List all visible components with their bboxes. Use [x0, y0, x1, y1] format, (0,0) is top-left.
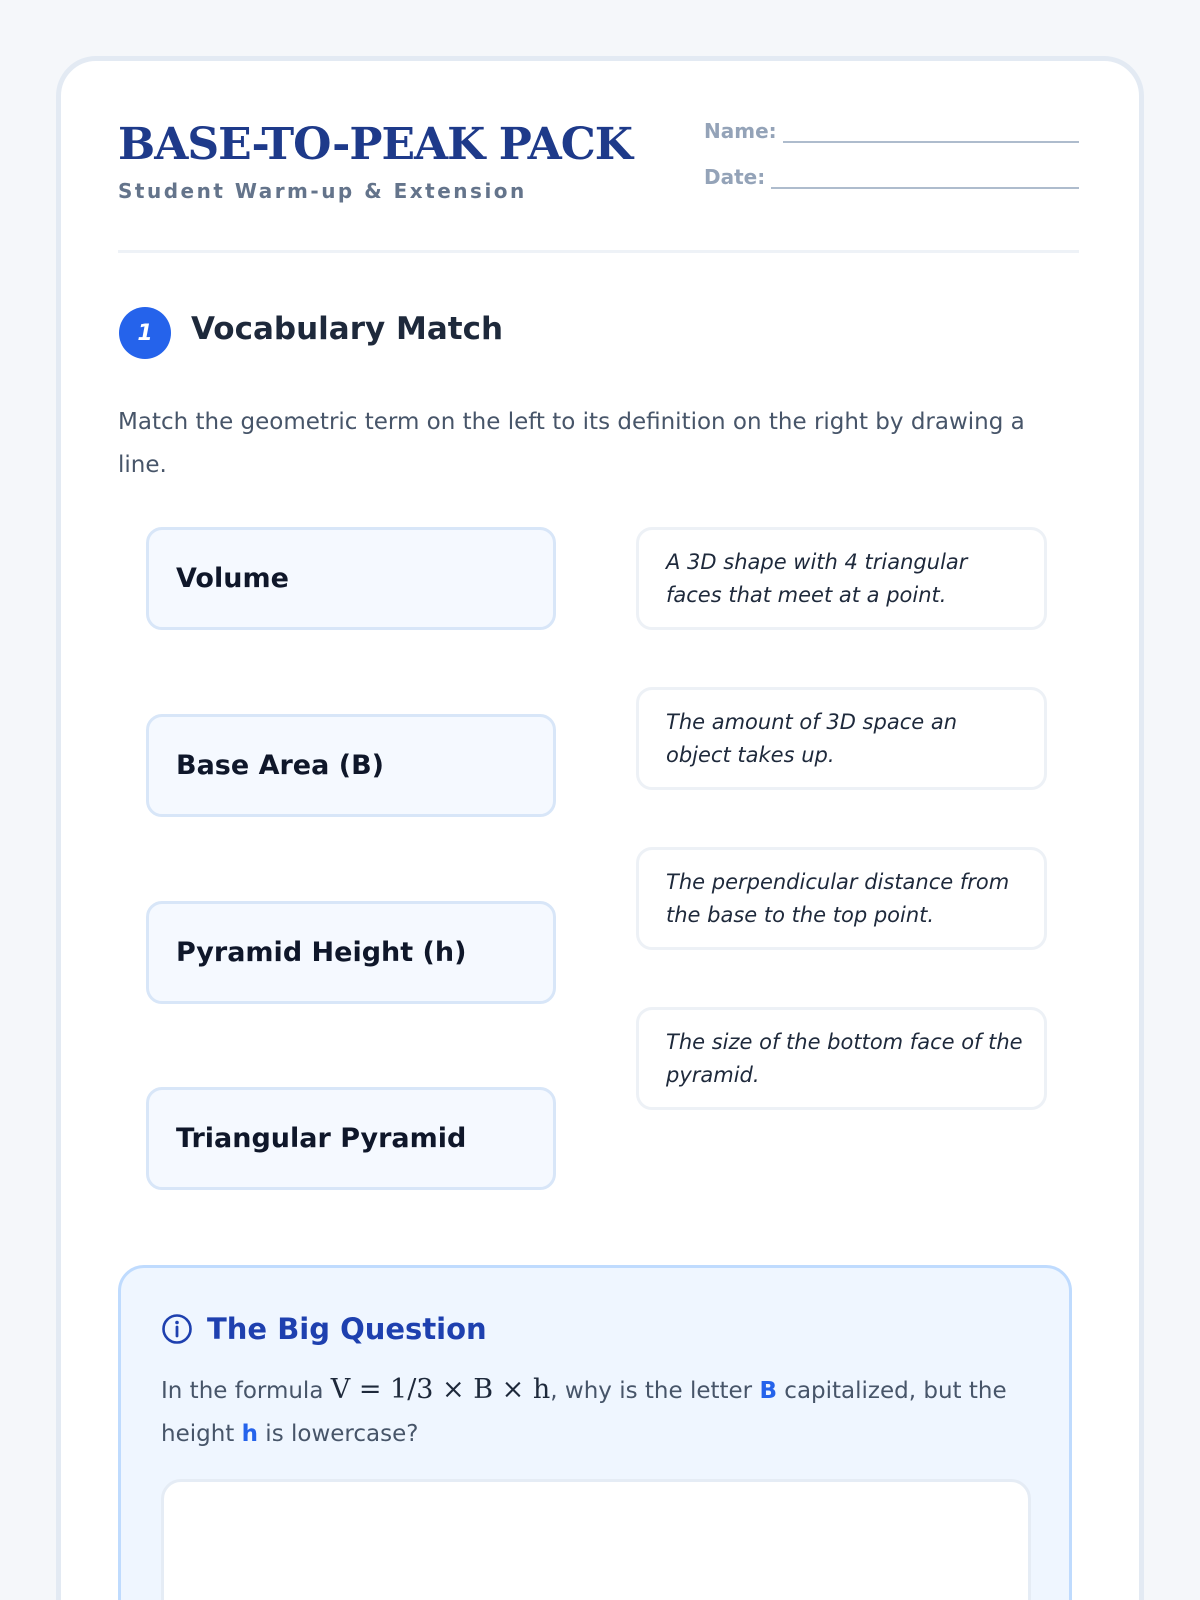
question-text-part: In the formula	[161, 1378, 331, 1404]
name-field[interactable]	[704, 119, 1079, 143]
term-card[interactable]: Volume	[146, 527, 556, 630]
big-question-callout	[118, 1265, 1072, 1600]
definition-text: A 3D shape with 4 triangular faces that meet at a point.	[666, 549, 968, 607]
date-field[interactable]	[704, 165, 1079, 189]
question-text-part: capitalized, but the height	[161, 1378, 1007, 1447]
info-icon	[161, 1313, 193, 1345]
section-title: Vocabulary Match	[191, 311, 504, 347]
term-card[interactable]: Pyramid Height (h)	[146, 901, 556, 1004]
big-question-text	[161, 1368, 1041, 1456]
worksheet-subtitle: Student Warm-up & Extension	[118, 179, 527, 203]
definition-card[interactable]	[636, 847, 1047, 950]
volume-formula: V = 1/3 × B × h	[330, 1374, 551, 1405]
definition-card[interactable]	[636, 1007, 1047, 1110]
highlight-letter-h: h	[241, 1421, 258, 1447]
definition-card[interactable]	[636, 687, 1047, 790]
section-instructions: Match the geometric term on the left to its definition on the right by drawing a line.	[118, 409, 1025, 478]
name-label: Name:	[704, 119, 777, 143]
big-question-title: The Big Question	[207, 1312, 487, 1346]
worksheet-title: BASE-TO-PEAK PACK	[118, 119, 632, 170]
term-card[interactable]: Base Area (B)	[146, 714, 556, 817]
date-line[interactable]	[771, 171, 1079, 189]
term-card[interactable]: Triangular Pyramid	[146, 1087, 556, 1190]
date-label: Date:	[704, 165, 766, 189]
name-line[interactable]	[783, 125, 1079, 143]
highlight-letter-b: B	[759, 1378, 777, 1404]
definition-text: The amount of 3D space an object takes up.	[666, 709, 958, 767]
worksheet-card	[56, 56, 1144, 1600]
section-number-badge: 1	[119, 307, 171, 359]
definition-text: The size of the bottom face of the pyramid.	[666, 1029, 1023, 1087]
question-text-part: is lowercase?	[258, 1421, 419, 1447]
answer-box[interactable]	[161, 1479, 1031, 1600]
definition-card[interactable]	[636, 527, 1047, 630]
definition-text: The perpendicular distance from the base to the top point.	[666, 869, 1010, 927]
question-text-part: , why is the letter	[550, 1378, 760, 1404]
header-divider	[118, 250, 1079, 253]
